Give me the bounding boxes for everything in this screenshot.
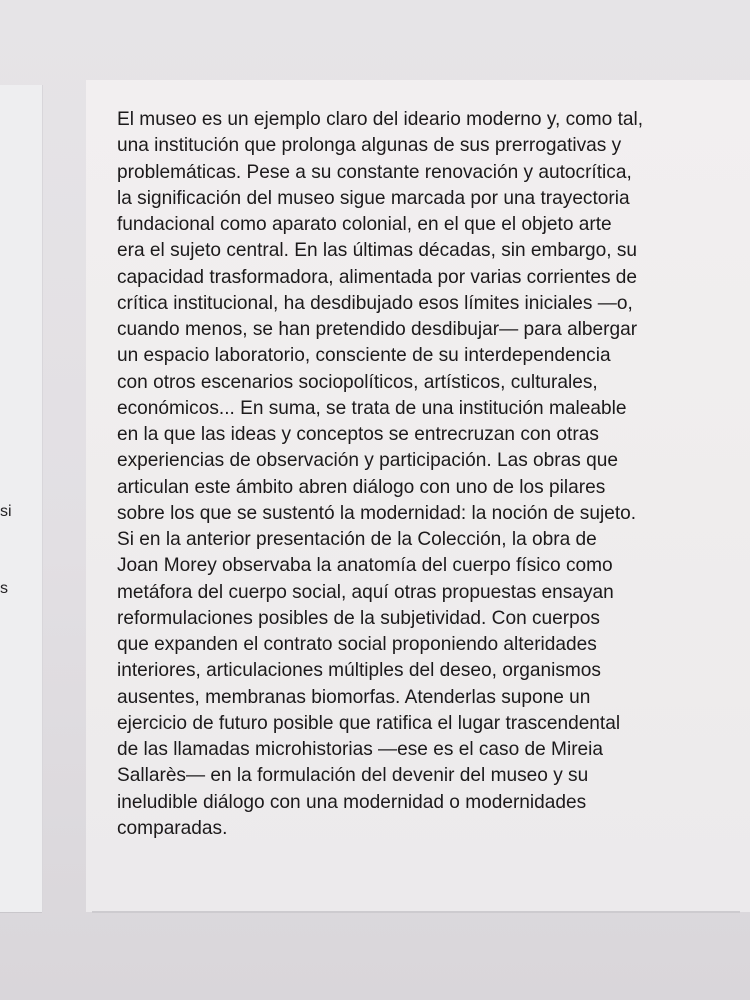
text-line: económicos... En suma, se trata de una institución maleable <box>117 397 627 419</box>
text-line: Si en la anterior presentación de la Colección, la obra de <box>117 529 597 550</box>
wall-text-paragraph <box>117 107 643 842</box>
text-line: El museo es un ejemplo claro del ideario moderno y, como tal, <box>117 109 644 130</box>
text-line: Sallarès— en la formulación del devenir del museo y su <box>117 765 589 787</box>
text-line: interiores, articulaciones múltiples del deseo, organismos <box>117 660 601 682</box>
adjacent-panel-edge <box>0 912 42 913</box>
adjacent-panel-text-fragment: si <box>0 503 12 520</box>
text-line: cuando menos, se han pretendido desdibujar— para albergar <box>117 319 638 340</box>
text-line: problemáticas. Pese a su constante renovación y autocrítica, <box>117 161 632 183</box>
text-line: ausentes, membranas biomorfas. Atenderlas supone un <box>117 686 591 708</box>
text-line: con otros escenarios sociopolíticos, artísticos, culturales, <box>117 371 598 393</box>
text-line: Joan Morey observaba la anatomía del cuerpo físico como <box>117 555 613 577</box>
text-line: que expanden el contrato social proponiendo alteridades <box>117 634 597 655</box>
text-line: experiencias de observación y participación. Las obras que <box>117 450 618 472</box>
text-line: la significación del museo sigue marcada por una trayectoria <box>117 187 630 209</box>
adjacent-panel-text-fragment: s <box>0 580 8 597</box>
text-line: ejercicio de futuro posible que ratifica el lugar trascendental <box>117 712 621 734</box>
text-line: articulan este ámbito abren diálogo con uno de los pilares <box>117 476 606 498</box>
text-line: ineludible diálogo con una modernidad o modernidades <box>117 791 587 813</box>
panel-bottom-edge <box>92 911 740 913</box>
text-line: capacidad trasformadora, alimentada por varias corrientes de <box>117 266 638 288</box>
text-line: fundacional como aparato colonial, en el que el objeto arte <box>117 214 612 235</box>
text-line: en la que las ideas y conceptos se entrecruzan con otras <box>117 424 599 445</box>
text-line: sobre los que se sustentó la modernidad: la noción de sujeto. <box>117 502 637 524</box>
text-line: metáfora del cuerpo social, aquí otras propuestas ensayan <box>117 581 614 603</box>
text-line: una institución que prolonga algunas de sus prerrogativas y <box>117 135 622 157</box>
text-line: reformulaciones posibles de la subjetividad. Con cuerpos <box>117 607 600 629</box>
text-line: comparadas. <box>117 817 228 839</box>
text-line: crítica institucional, ha desdibujado esos límites iniciales —o, <box>117 292 633 314</box>
text-line: un espacio laboratorio, consciente de su interdependencia <box>117 345 611 367</box>
text-line: era el sujeto central. En las últimas décadas, sin embargo, su <box>117 240 638 262</box>
text-line: de las llamadas microhistorias —ese es el caso de Mireia <box>117 739 604 760</box>
adjacent-wall-panel <box>0 85 43 912</box>
